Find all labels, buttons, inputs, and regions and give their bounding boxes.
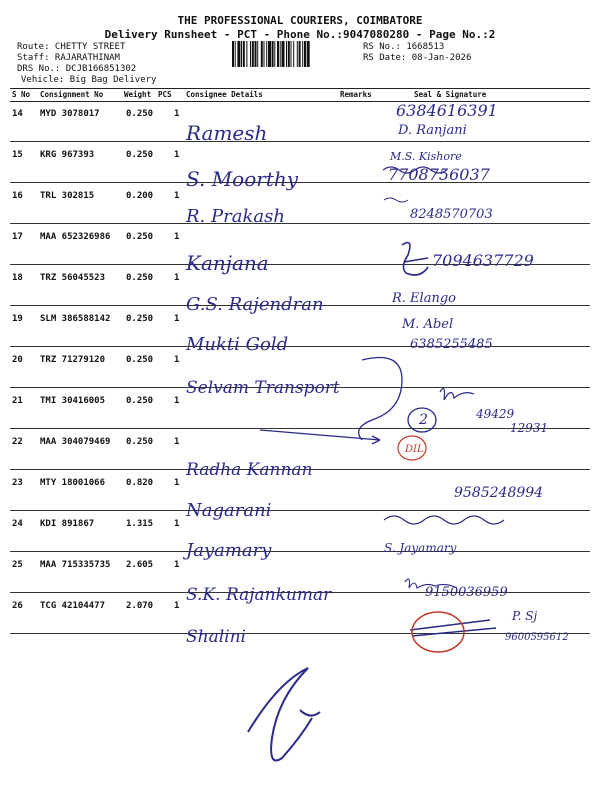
row-consignment: MAA 304079469 bbox=[40, 437, 111, 447]
hw-phone: 9585248994 bbox=[454, 485, 544, 501]
row-consignment: MTY 18001066 bbox=[40, 478, 106, 488]
row-consignment: TRZ 56045523 bbox=[40, 273, 106, 283]
row-sno: 21 bbox=[12, 396, 23, 406]
row-weight: 0.250 bbox=[126, 150, 154, 160]
row-sno: 26 bbox=[12, 601, 23, 611]
hw-phone: 9150036959 bbox=[425, 585, 508, 600]
row-sno: 20 bbox=[12, 355, 23, 365]
col-pcs: PCS bbox=[158, 90, 172, 99]
row-sno: 16 bbox=[12, 191, 23, 201]
row-sno: 14 bbox=[12, 109, 23, 119]
col-weight: Weight bbox=[124, 90, 152, 99]
col-consignment: Consignment No bbox=[40, 90, 104, 99]
table-row bbox=[10, 551, 590, 593]
row-consignment: SLM 386588142 bbox=[40, 314, 111, 324]
hw-name: G.S. Rajendran bbox=[186, 294, 324, 315]
hw-phone: 6384616391 bbox=[396, 101, 498, 120]
row-sno: 22 bbox=[12, 437, 23, 447]
table-row bbox=[10, 305, 590, 347]
rs-number: RS No.: 1668513 bbox=[363, 42, 445, 52]
row-weight: 0.250 bbox=[126, 232, 154, 242]
row-weight: 0.820 bbox=[126, 478, 154, 488]
vehicle-label: Vehicle: Big Bag Delivery bbox=[21, 75, 157, 85]
row-pcs: 1 bbox=[174, 601, 180, 611]
table-row bbox=[10, 510, 590, 552]
row-weight: 0.200 bbox=[126, 191, 154, 201]
row-consignment: MYD 3078017 bbox=[40, 109, 100, 119]
row-consignment: MAA 652326986 bbox=[40, 232, 111, 242]
table-row bbox=[10, 141, 590, 183]
col-remarks: Remarks bbox=[340, 90, 372, 99]
table-row bbox=[10, 428, 590, 470]
table-row bbox=[10, 469, 590, 511]
table-row bbox=[10, 592, 590, 634]
table-row bbox=[10, 387, 590, 429]
row-consignment: TRZ 71279120 bbox=[40, 355, 106, 365]
hw-note: 12931 bbox=[510, 421, 549, 435]
hw-phone: 6385255485 bbox=[410, 337, 493, 352]
col-signature: Seal & Signature bbox=[414, 90, 487, 99]
drs-number: DRS No.: DCJB166851302 bbox=[17, 64, 137, 74]
row-weight: 0.250 bbox=[126, 396, 154, 406]
row-pcs: 1 bbox=[174, 150, 180, 160]
row-sno: 18 bbox=[12, 273, 23, 283]
table-row bbox=[10, 182, 590, 224]
row-pcs: 1 bbox=[174, 273, 180, 283]
col-sno: S No bbox=[12, 90, 31, 99]
row-pcs: 1 bbox=[174, 396, 180, 406]
hw-name: Radha Kannan bbox=[186, 460, 313, 480]
row-weight: 2.605 bbox=[126, 560, 154, 570]
row-pcs: 1 bbox=[174, 519, 180, 529]
row-sno: 24 bbox=[12, 519, 23, 529]
hw-name: Nagarani bbox=[186, 500, 272, 521]
table-row bbox=[10, 264, 590, 306]
runsheet-title: THE PROFESSIONAL COURIERS, COIMBATORE bbox=[177, 14, 423, 27]
hw-name: Selvam Transport bbox=[186, 378, 340, 398]
table-row bbox=[10, 346, 590, 388]
hw-name: Mukti Gold bbox=[186, 334, 289, 355]
col-consignee: Consignee Details bbox=[186, 90, 263, 99]
row-weight: 0.250 bbox=[126, 314, 154, 324]
hw-note: D. Ranjani bbox=[398, 123, 467, 138]
hw-note: DIL bbox=[405, 444, 424, 455]
row-weight: 0.250 bbox=[126, 437, 154, 447]
row-pcs: 1 bbox=[174, 355, 180, 365]
hw-name: Jayamary bbox=[186, 540, 272, 561]
row-sno: 17 bbox=[12, 232, 23, 242]
hw-note: R. Elango bbox=[392, 291, 456, 306]
row-pcs: 1 bbox=[174, 109, 180, 119]
barcode-image bbox=[232, 41, 358, 67]
row-consignment: MAA 715335735 bbox=[40, 560, 111, 570]
row-pcs: 1 bbox=[174, 314, 180, 324]
row-weight: 0.250 bbox=[126, 273, 154, 283]
row-consignment: KRG 967393 bbox=[40, 150, 95, 160]
row-pcs: 1 bbox=[174, 232, 180, 242]
hw-phone: 8248570703 bbox=[410, 207, 493, 222]
hw-name: Kanjana bbox=[186, 251, 269, 275]
row-sno: 15 bbox=[12, 150, 23, 160]
row-pcs: 1 bbox=[174, 560, 180, 570]
row-weight: 0.250 bbox=[126, 355, 154, 365]
table-row bbox=[10, 223, 590, 265]
hw-note: 49429 bbox=[476, 407, 515, 421]
row-consignment: TMI 30416005 bbox=[40, 396, 106, 406]
row-pcs: 1 bbox=[174, 437, 180, 447]
row-sno: 23 bbox=[12, 478, 23, 488]
hw-name: S. Moorthy bbox=[186, 167, 299, 191]
hw-name: R. Prakash bbox=[186, 206, 285, 227]
row-pcs: 1 bbox=[174, 478, 180, 488]
runsheet-subtitle: Delivery Runsheet - PCT - Phone No.:9047080280 - Page No.:2 bbox=[104, 28, 496, 41]
row-consignment: KDI 891867 bbox=[40, 519, 95, 529]
hw-note: M. Abel bbox=[402, 317, 454, 332]
hw-phone: 9600595612 bbox=[505, 632, 569, 643]
bottom-signature bbox=[248, 668, 320, 761]
hw-name: Ramesh bbox=[186, 121, 268, 145]
hw-name: Shalini bbox=[186, 627, 246, 647]
row-sno: 25 bbox=[12, 560, 23, 570]
row-weight: 1.315 bbox=[126, 519, 154, 529]
table-row bbox=[10, 100, 590, 142]
hw-phone: 7094637729 bbox=[432, 251, 534, 270]
row-weight: 0.250 bbox=[126, 109, 154, 119]
route-label: Route: CHETTY STREET bbox=[17, 42, 126, 52]
row-sno: 19 bbox=[12, 314, 23, 324]
row-pcs: 1 bbox=[174, 191, 180, 201]
row-consignment: TCG 42104477 bbox=[40, 601, 106, 611]
hw-phone: 7708756037 bbox=[388, 165, 490, 184]
hw-note: M.S. Kishore bbox=[390, 150, 462, 163]
hw-name: S.K. Rajankumar bbox=[186, 585, 332, 605]
row-weight: 2.070 bbox=[126, 601, 154, 611]
row-consignment: TRL 302815 bbox=[40, 191, 95, 201]
staff-label: Staff: RAJARATHINAM bbox=[17, 53, 120, 63]
hw-note: 2 bbox=[419, 412, 428, 428]
hw-note: P. Sj bbox=[512, 609, 538, 623]
hw-note: S. Jayamary bbox=[384, 541, 457, 555]
rs-date: RS Date: 08-Jan-2026 bbox=[363, 53, 472, 63]
